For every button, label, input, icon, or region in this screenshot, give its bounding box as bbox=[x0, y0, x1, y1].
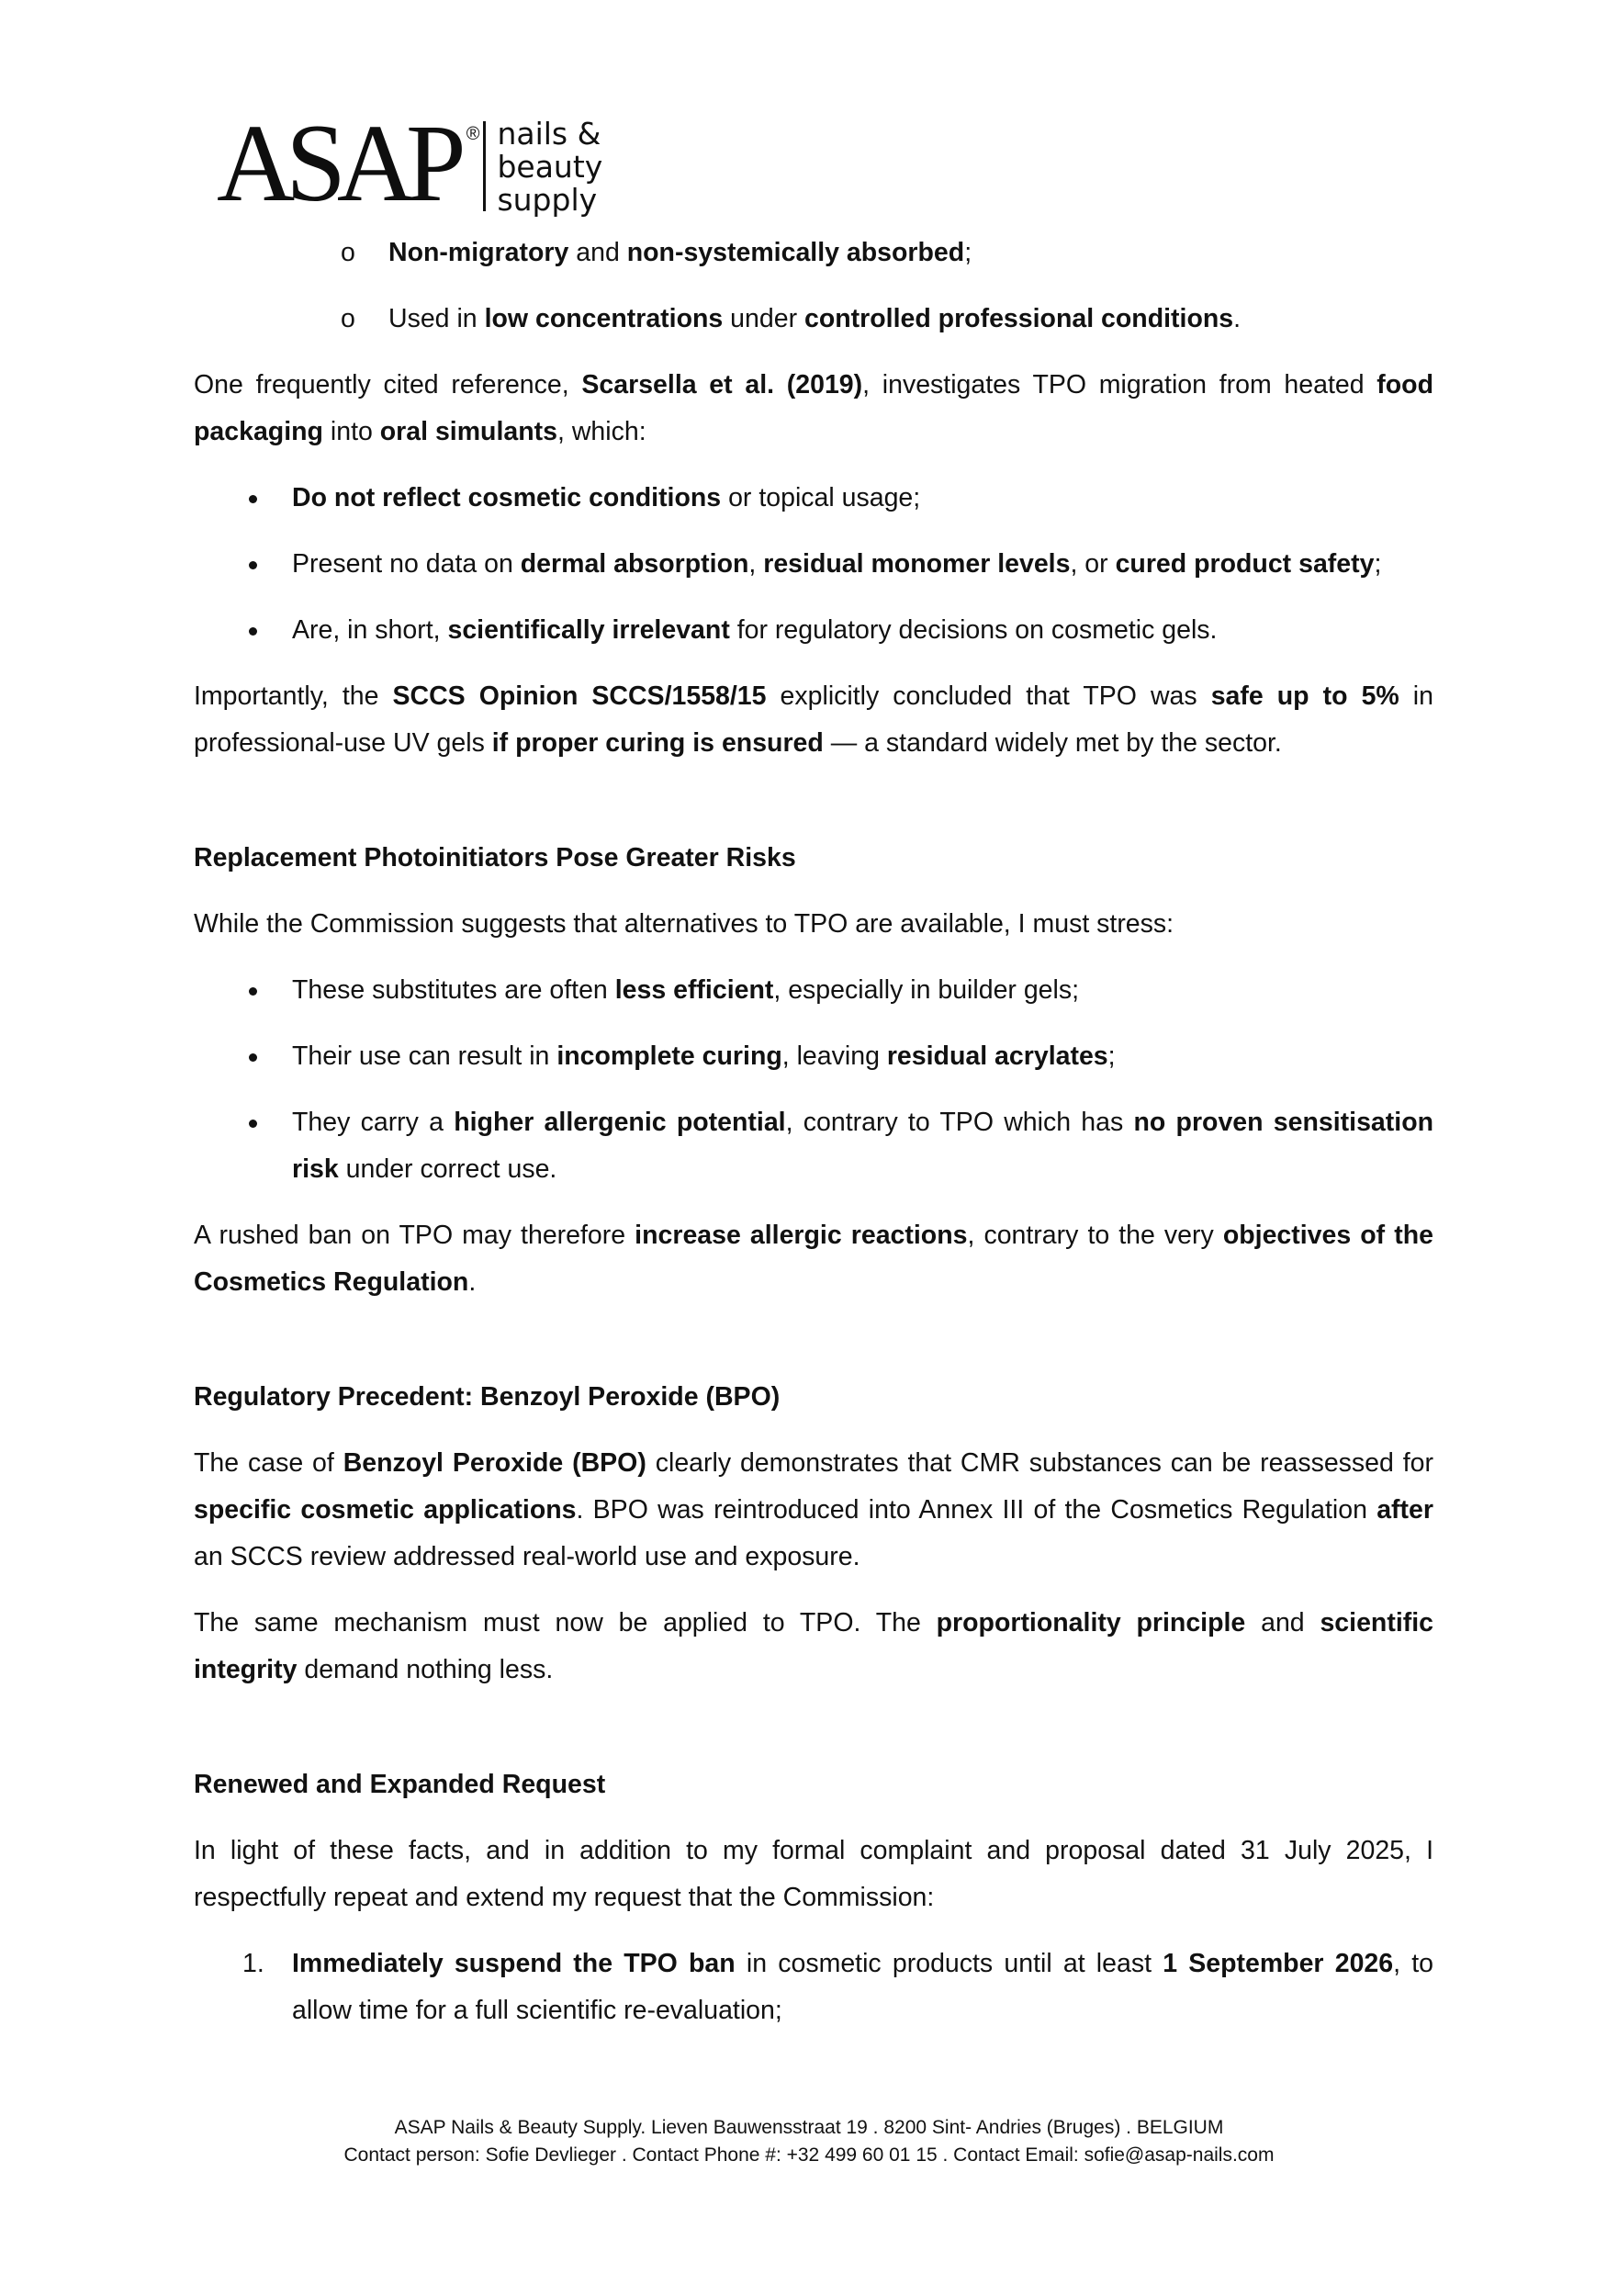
paragraph: While the Commission suggests that alternatives to TPO are available, I must stress: bbox=[194, 909, 1174, 939]
circle-bullet-icon: o bbox=[341, 238, 355, 267]
list-item: Present no data on dermal absorption, residual monomer levels, or cured product safety; bbox=[194, 541, 1433, 588]
paragraph: The same mechanism must now be applied to TPO. The proportionality principle and scientific integrity demand nothing less. bbox=[194, 1608, 1433, 1684]
bullet-icon bbox=[249, 627, 257, 636]
list-item: They carry a higher allergenic potential, contrary to TPO which has no proven sensitisation risk under correct use. bbox=[194, 1099, 1433, 1193]
paragraph: Importantly, the SCCS Opinion SCCS/1558/15 explicitly concluded that TPO was safe up to 5% in professional-use UV gels if proper curing is ensured — a standard widely met by the sector. bbox=[194, 681, 1433, 758]
registered-mark: ® bbox=[466, 124, 480, 144]
item-number: 1. bbox=[242, 1949, 264, 1978]
list-item: Do not reflect cosmetic conditions or topical usage; bbox=[194, 475, 1433, 522]
list-item: Are, in short, scientifically irrelevant for regulatory decisions on cosmetic gels. bbox=[194, 607, 1433, 654]
numbered-item: 1. Immediately suspend the TPO ban in cosmetic products until at least 1 September 2026, to allow time for a full scientific re-evaluation; bbox=[194, 1941, 1433, 2034]
list-item: Their use can result in incomplete curing, leaving residual acrylates; bbox=[194, 1033, 1433, 1080]
footer-address: ASAP Nails & Beauty Supply. Lieven Bauwensstraat 19 . 8200 Sint- Andries (Bruges) . BELGIUM bbox=[394, 2117, 1224, 2138]
circle-bullet-icon: o bbox=[341, 304, 355, 333]
section-heading: Renewed and Expanded Request bbox=[194, 1770, 606, 1799]
bullet-icon bbox=[249, 495, 257, 503]
paragraph: In light of these facts, and in addition to my formal complaint and proposal dated 31 July 2025, I respectfully repeat and extend my request that the Commission: bbox=[194, 1836, 1433, 1912]
logo-mark: ASAP bbox=[217, 101, 457, 225]
logo-divider bbox=[483, 121, 486, 211]
letter-body bbox=[194, 230, 1433, 2034]
bullet-icon bbox=[249, 1120, 257, 1128]
paragraph: The case of Benzoyl Peroxide (BPO) clearly demonstrates that CMR substances can be reassessed for specific cosmetic applications. BPO was reintroduced into Annex III of the Cosmetics Regulation after an SCCS review addressed real-world use and exposure. bbox=[194, 1448, 1434, 1571]
list-item: These substitutes are often less efficient, especially in builder gels; bbox=[194, 967, 1433, 1014]
page-footer bbox=[0, 2114, 1618, 2169]
bullet-icon bbox=[249, 1053, 257, 1062]
bullet-icon bbox=[249, 987, 257, 996]
footer-contact: Contact person: Sofie Devlieger . Contact Phone #: +32 499 60 01 15 . Contact Email: sofie@asap-nails.com bbox=[343, 2144, 1275, 2166]
bullet-icon bbox=[249, 561, 257, 569]
sub-list-item: o Used in low concentrations under controlled professional conditions. bbox=[194, 296, 1433, 343]
paragraph: One frequently cited reference, Scarsella et al. (2019), investigates TPO migration from heated food packaging into oral simulants, which: bbox=[194, 370, 1433, 446]
section-heading: Regulatory Precedent: Benzoyl Peroxide (BPO) bbox=[194, 1382, 781, 1412]
logo-tagline: nails & beauty supply bbox=[497, 116, 603, 218]
paragraph: A rushed ban on TPO may therefore increase allergic reactions, contrary to the very objectives of the Cosmetics Regulation. bbox=[194, 1221, 1433, 1297]
sub-list-item: o Non-migratory and non-systemically absorbed; bbox=[194, 230, 1433, 276]
section-heading: Replacement Photoinitiators Pose Greater Risks bbox=[194, 843, 796, 872]
company-logo bbox=[217, 101, 603, 225]
